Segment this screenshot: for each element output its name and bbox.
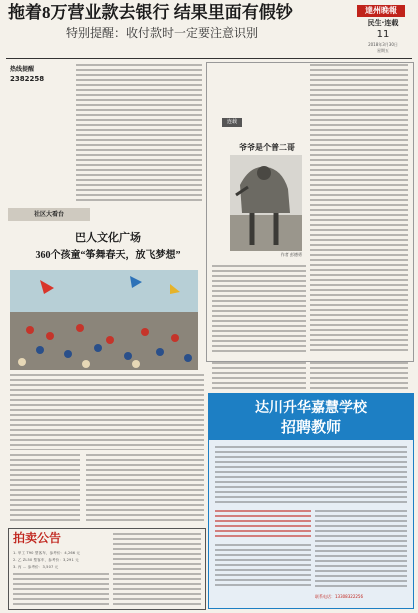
serial-body-col-d bbox=[310, 362, 408, 392]
school-ad-banner bbox=[209, 394, 413, 440]
auction-body-a bbox=[13, 573, 109, 605]
school-ad-title-1: 达川升华嘉慧学校 bbox=[255, 399, 367, 415]
school-ad-body-c bbox=[215, 544, 311, 588]
community-article-body bbox=[10, 374, 204, 450]
community-headline-1: 巴人文化广场 bbox=[75, 232, 141, 244]
auction-item-3: 3. 丙 ... 参考价：3,507 元 bbox=[13, 565, 59, 569]
article-body-top bbox=[76, 64, 202, 204]
sub-headline: 特别提醒：收付款时一定要注意识别 bbox=[66, 26, 259, 40]
school-ad-body-a bbox=[215, 446, 407, 506]
auction-box bbox=[8, 528, 206, 610]
hotline-label bbox=[10, 66, 70, 74]
serial-tag-text: 连载 bbox=[226, 119, 237, 125]
serial-body-col-a bbox=[212, 265, 306, 355]
serial-illustration bbox=[230, 155, 302, 251]
paper-logo: 達州晚報 bbox=[365, 6, 397, 15]
auction-item-2: 2. 乙 ZL50 型客车，参考价：3,291 元 bbox=[13, 558, 79, 562]
school-ad-hotline: 联系电话：13308322256 bbox=[315, 594, 363, 599]
contact-block bbox=[10, 454, 80, 524]
main-headline: 拖着8万营业款去银行 结果里面有假钞 bbox=[8, 3, 293, 22]
serial-body-col-b bbox=[310, 64, 408, 354]
page-day: 星期五 bbox=[377, 48, 389, 53]
serial-tag bbox=[222, 118, 242, 127]
school-ad-body-b bbox=[315, 510, 407, 590]
school-ad-title-2: 招聘教师 bbox=[280, 419, 341, 436]
school-ad-highlight bbox=[215, 510, 311, 540]
community-section-label bbox=[8, 208, 90, 221]
auction-body-b bbox=[113, 533, 201, 605]
serial-body-col-c bbox=[212, 362, 306, 392]
community-photo bbox=[10, 270, 198, 370]
auction-item-1: 1. 甲工 T90 型客车，参考价：4,266 元 bbox=[13, 551, 81, 555]
serial-title: 爷爷是个普二哥 bbox=[239, 143, 295, 152]
serial-caption: 作者 彭德勇 bbox=[280, 252, 302, 257]
community-section-label-text: 社区大看台 bbox=[33, 211, 64, 218]
hotline-number: 2382258 bbox=[10, 75, 45, 83]
auction-title: 拍卖公告 bbox=[13, 531, 62, 545]
paper-logo-box bbox=[357, 5, 405, 17]
hotline-label-text: 热线提醒 bbox=[10, 66, 35, 73]
school-ad bbox=[208, 393, 414, 609]
section-name: 民生·连载 bbox=[367, 19, 399, 27]
masthead-rule bbox=[6, 58, 412, 59]
page-number: 11 bbox=[376, 29, 390, 40]
page-date: 2018年3月30日 bbox=[368, 42, 398, 47]
mid-article-body bbox=[86, 454, 204, 524]
community-headline-2: 360个孩童“筝舞春天，放飞梦想” bbox=[35, 250, 181, 261]
